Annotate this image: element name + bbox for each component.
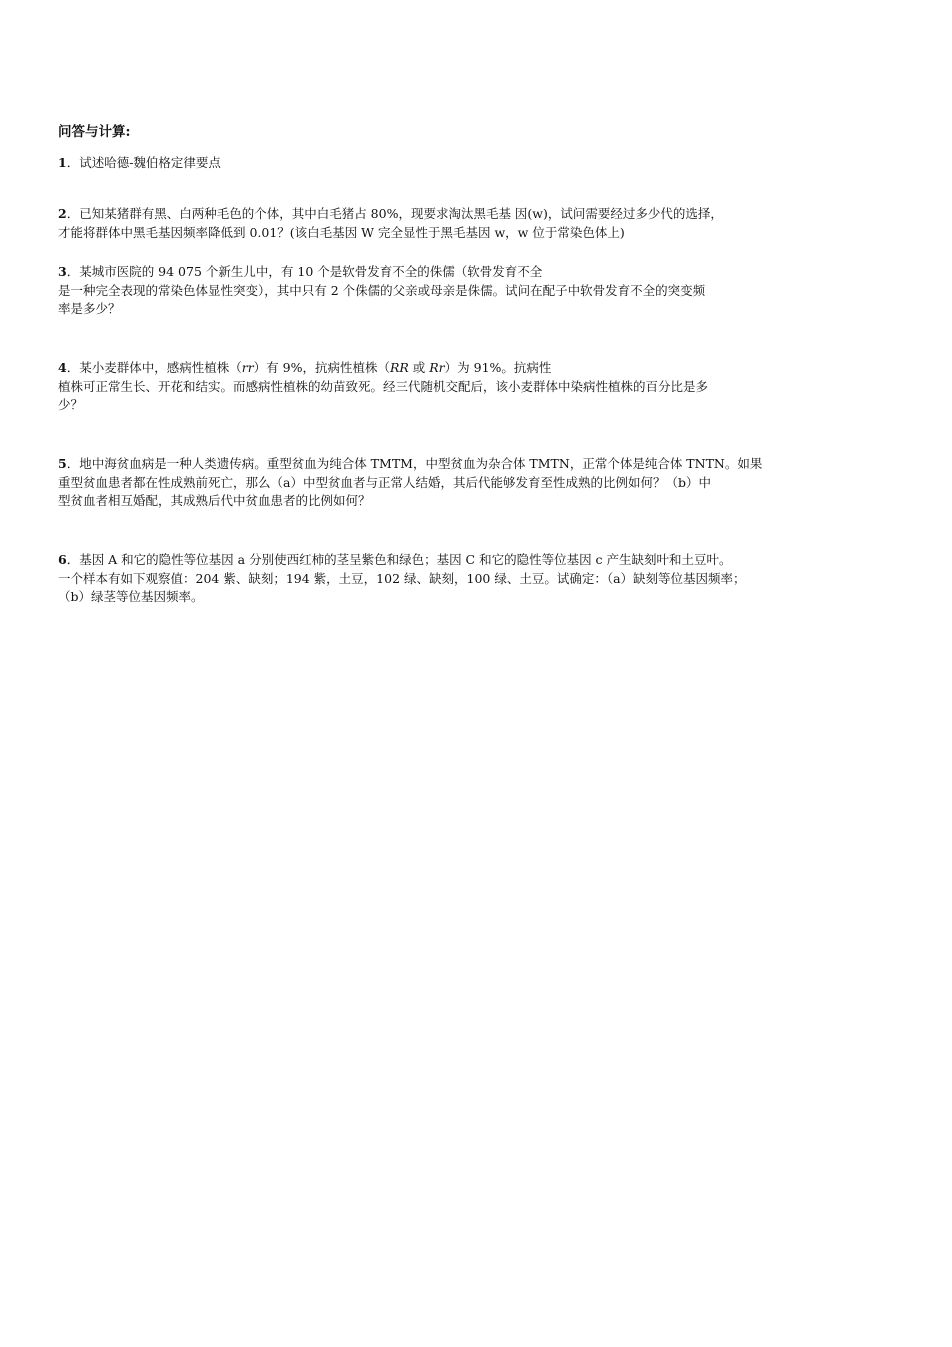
genotype-Rr: Rr <box>429 360 445 375</box>
question-text: ．试述哈德-魏伯格定律要点 <box>66 155 221 170</box>
question-text: ）有 9%，抗病性植株（ <box>253 360 390 375</box>
question-text: 或 <box>408 360 430 375</box>
question-text: ．地中海贫血病是一种人类遗传病。重型贫血为纯合体 TMTM，中型贫血为杂合体 TMTN，正常个体是纯合体 TNTN。如果 <box>66 456 763 471</box>
question-text: ．基因 A 和它的隐性等位基因 a 分别使西红柿的茎呈紫色和绿色；基因 C 和它的隐性等位基因 c 产生缺刻叶和土豆叶。 <box>66 552 732 567</box>
question-1 <box>58 154 818 173</box>
question-number: 5 <box>58 456 67 471</box>
question-6 <box>58 551 818 607</box>
question-text: ．某小麦群体中，感病性植株（ <box>66 360 242 375</box>
question-number: 6 <box>58 552 67 567</box>
question-1-line-1 <box>58 154 818 173</box>
question-6-line-3: （b）绿茎等位基因频率。 <box>58 589 204 604</box>
question-2-line-1 <box>58 205 818 224</box>
question-number: 2 <box>58 206 67 221</box>
section-heading: 问答与计算: <box>58 124 131 140</box>
genotype-rr: rr <box>241 360 254 375</box>
question-5 <box>58 455 818 511</box>
question-3-line-3: 率是多少？ <box>58 301 121 316</box>
question-number: 1 <box>58 155 67 170</box>
question-5-line-1 <box>58 455 818 474</box>
genotype-RR: RR <box>389 360 409 375</box>
question-text: ．某城市医院的 94 075 个新生儿中，有 10 个是软骨发育不全的侏儒（软骨发育不全 <box>66 264 543 279</box>
question-4-line-3: 少？ <box>58 397 84 412</box>
question-6-line-1 <box>58 551 818 570</box>
question-3-line-2: 是一种完全表现的常染色体显性突变），其中只有 2 个侏儒的父亲或母亲是侏儒。试问在配子中软骨发育不全的突变频 <box>58 282 706 298</box>
question-3 <box>58 263 818 319</box>
question-5-line-2: 重型贫血患者都在性成熟前死亡，那么（a）中型贫血者与正常人结婚，其后代能够发育至性成熟的比例如何？（b）中 <box>58 474 711 490</box>
question-text: ）为 91%。抗病性 <box>444 360 552 375</box>
question-2 <box>58 205 818 242</box>
question-4 <box>58 359 818 415</box>
question-4-line-1 <box>58 359 818 378</box>
question-number: 4 <box>58 360 67 375</box>
question-2-line-2: 才能将群体中黑毛基因频率降低到 0.01？(该白毛基因 W 完全显性于黑毛基因 w，w 位于常染色体上) <box>58 224 625 240</box>
question-number: 3 <box>58 264 67 279</box>
question-text: ．已知某猪群有黑、白两种毛色的个体，其中白毛猪占 80%，现要求淘汰黑毛基 因(w)，试问需要经过多少代的选择， <box>66 206 723 221</box>
question-3-line-1 <box>58 263 818 282</box>
question-5-line-3: 型贫血者相互婚配，其成熟后代中贫血患者的比例如何？ <box>58 493 371 508</box>
question-4-line-2: 植株可正常生长、开花和结实。而感病性植株的幼苗致死。经三代随机交配后，该小麦群体中染病性植株的百分比是多 <box>58 378 709 394</box>
question-6-line-2: 一个样本有如下观察值：204 紫、缺刻；194 紫，土豆，102 绿、缺刻，100 绿、土豆。试确定：（a）缺刻等位基因频率； <box>58 570 746 586</box>
